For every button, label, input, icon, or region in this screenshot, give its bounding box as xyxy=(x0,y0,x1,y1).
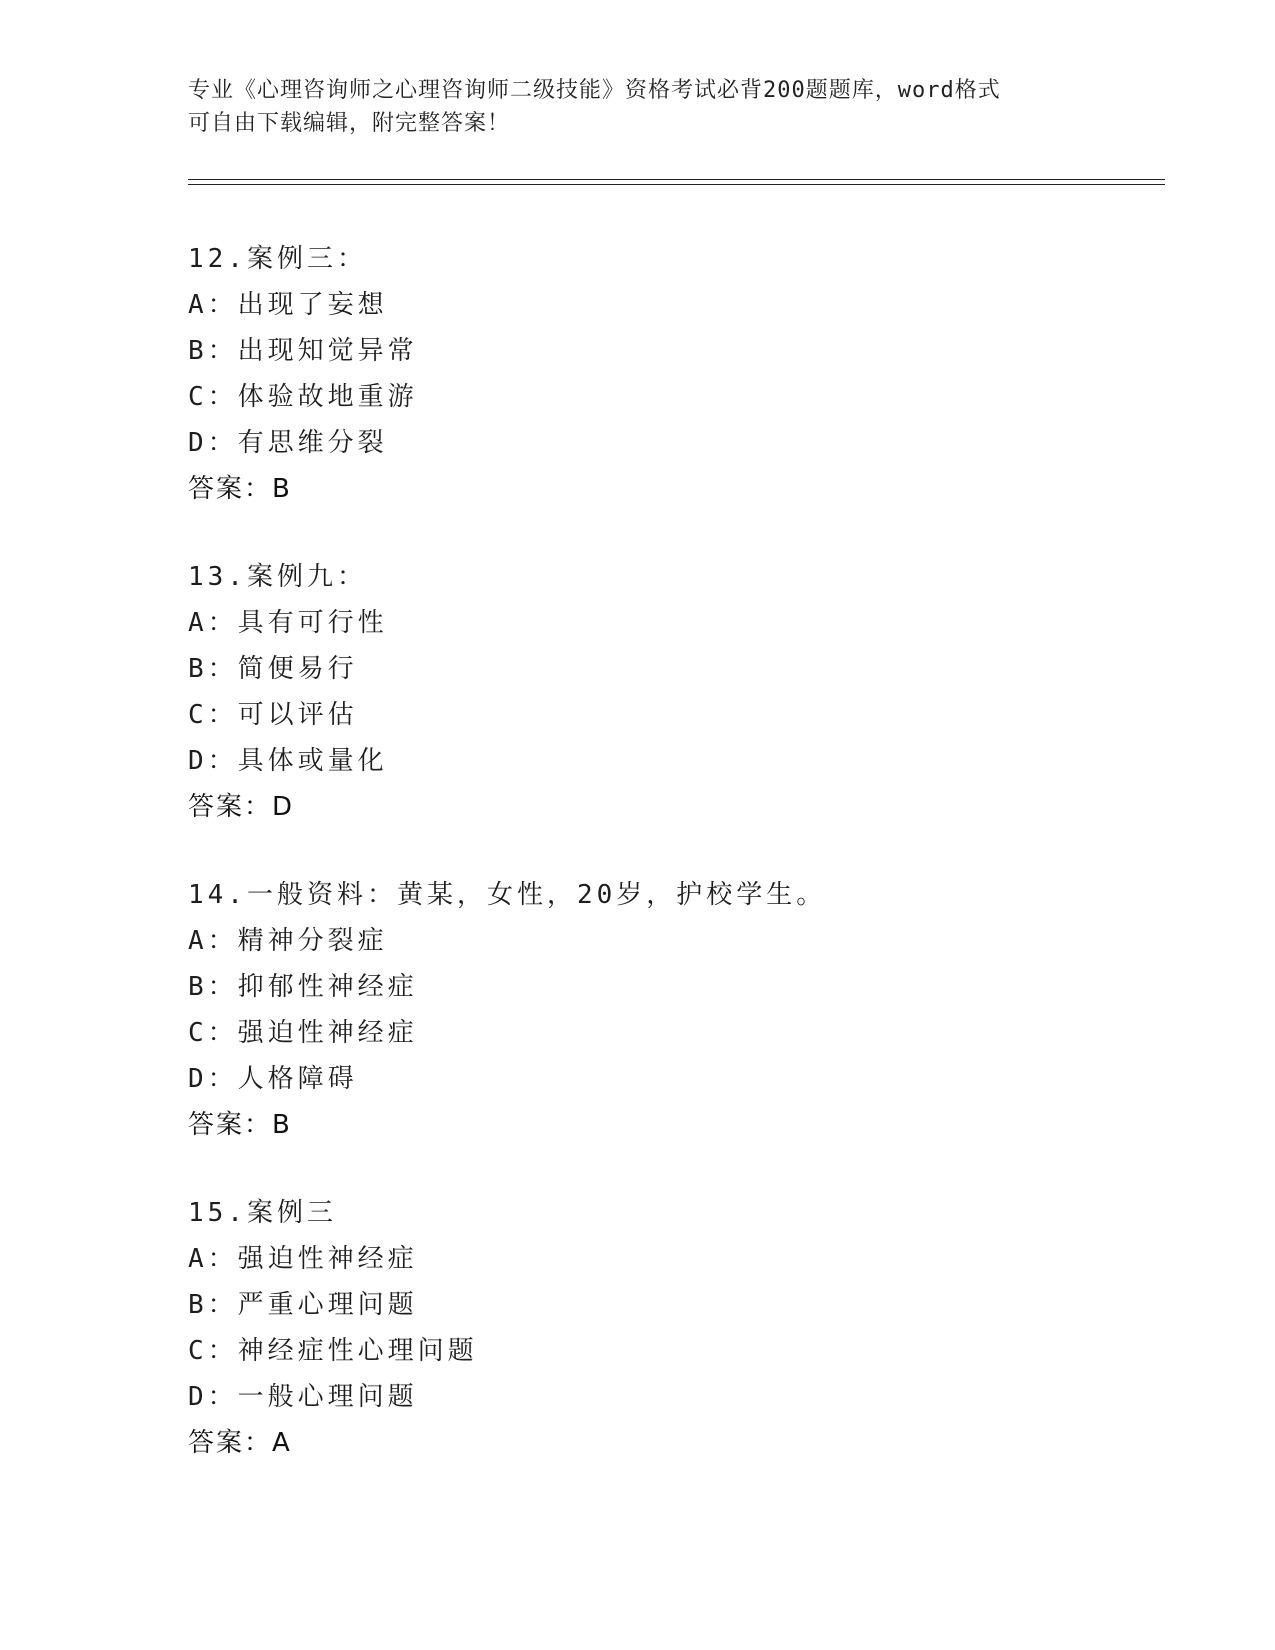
option-d: D：有思维分裂 xyxy=(188,428,388,458)
answer: 答案：A xyxy=(188,1428,292,1458)
option-a: A：精神分裂症 xyxy=(188,926,388,956)
question-stem: 14.一般资料：黄某，女性，20岁，护校学生。 xyxy=(188,880,827,910)
header-divider-top xyxy=(188,179,1165,180)
option-c: C：神经症性心理问题 xyxy=(188,1336,478,1366)
option-a: A：具有可行性 xyxy=(188,608,388,638)
answer: 答案：B xyxy=(188,474,292,504)
question-13 xyxy=(188,554,1148,830)
option-c: C：体验故地重游 xyxy=(188,382,418,412)
option-b: B：出现知觉异常 xyxy=(188,336,418,366)
option-c: C：可以评估 xyxy=(188,700,358,730)
answer: 答案：B xyxy=(188,1110,292,1140)
question-14 xyxy=(188,872,1148,1148)
question-list xyxy=(188,236,1148,1508)
header-title-line-1: 专业《心理咨询师之心理咨询师二级技能》资格考试必背200题题库，word格式 xyxy=(188,78,1001,103)
option-b: B：简便易行 xyxy=(188,654,358,684)
option-a: A：出现了妄想 xyxy=(188,290,388,320)
question-stem: 15.案例三 xyxy=(188,1198,337,1228)
option-d: D：人格障碍 xyxy=(188,1064,358,1094)
option-a: A：强迫性神经症 xyxy=(188,1244,418,1274)
question-15 xyxy=(188,1190,1148,1466)
question-stem: 12.案例三： xyxy=(188,244,367,274)
option-c: C：强迫性神经症 xyxy=(188,1018,418,1048)
option-b: B：严重心理问题 xyxy=(188,1290,418,1320)
header-title-line-2: 可自由下载编辑，附完整答案！ xyxy=(188,111,511,136)
option-d: D：一般心理问题 xyxy=(188,1382,418,1412)
header-divider-bottom xyxy=(188,184,1165,185)
option-b: B：抑郁性神经症 xyxy=(188,972,418,1002)
option-d: D：具体或量化 xyxy=(188,746,388,776)
document-header xyxy=(188,74,1088,140)
question-12 xyxy=(188,236,1148,512)
answer: 答案：D xyxy=(188,792,295,822)
question-stem: 13.案例九： xyxy=(188,562,367,592)
